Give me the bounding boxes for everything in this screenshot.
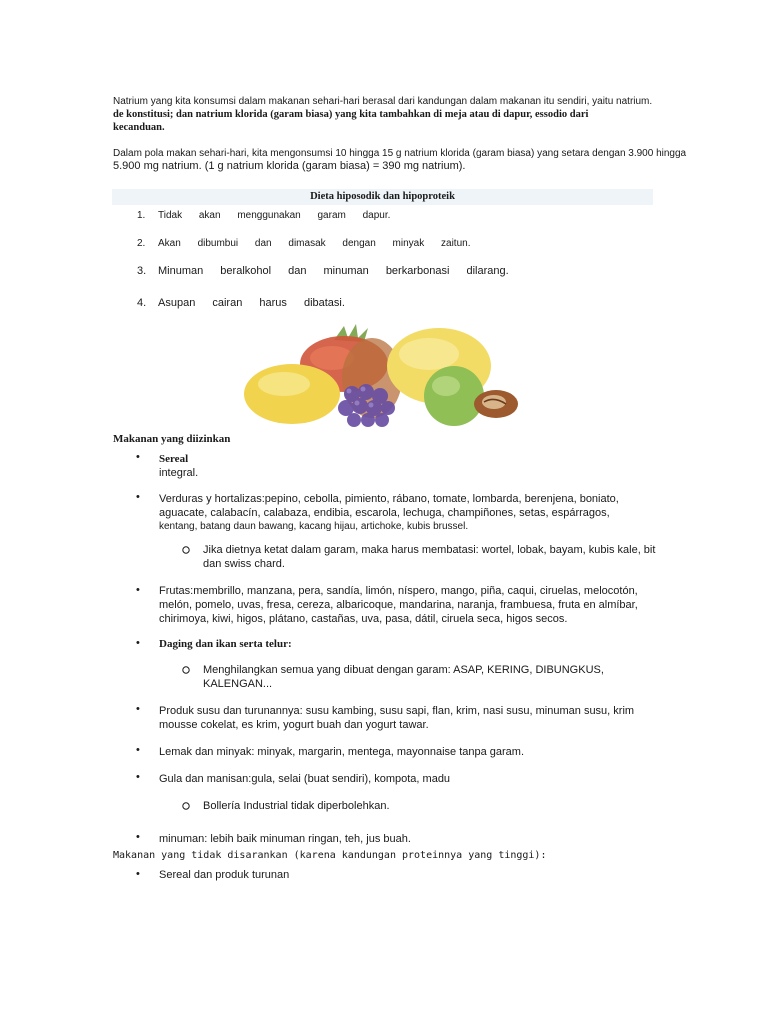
bullet: • (136, 771, 140, 783)
verduras-text-small: kentang, batang daun bawang, kacang hijau, artichoke, kubis brussel. (159, 521, 469, 532)
list-item (159, 452, 659, 480)
rule-item (137, 265, 509, 277)
circle-bullet-icon (181, 801, 191, 811)
section-title-banner (112, 189, 653, 205)
bullet: • (136, 831, 140, 843)
bullet: • (136, 703, 140, 715)
sereal-text: integral. (159, 467, 199, 479)
list-item (159, 492, 659, 534)
rule-number: 3. (137, 265, 147, 277)
frutas-text: Frutas:membrillo, manzana, pera, sandía, limón, níspero, mango, piña, caqui, ciruelas, melocotón, melón, pomelo, uvas, fresa, cereza, albaricoque, mandarina, naranja, frambuesa, fruta en almíbar, chirimoya, kiwi, higos, plátano, castañas, uva, pasa, dátil, ciruela seca, higos secos. (159, 585, 638, 625)
rule-number: 1. (137, 210, 146, 221)
rule-text: Minuman beralkohol dan minuman berkarbonasi dilarang. (158, 265, 509, 277)
rule-item (137, 238, 470, 249)
bullet: • (136, 637, 140, 649)
rule-text: Akan dibumbui dan dimasak dengan minyak zaitun. (158, 238, 471, 249)
circle-bullet-icon (181, 665, 191, 675)
bullet: • (136, 868, 140, 880)
section-title: Dieta hiposodik dan hipoproteik (310, 191, 455, 202)
rule-number: 2. (137, 238, 146, 249)
rule-number: 4. (137, 297, 147, 309)
sereal-title: Sereal (159, 453, 189, 465)
gula-sub-item: Bollería Industrial tidak diperbolehkan. (203, 800, 390, 812)
daging-title: Daging dan ikan serta telur: (159, 638, 292, 650)
sodium-paragraph-line-2: 5.900 mg natrium. (1 g natrium klorida (garam biasa) = 390 mg natrium). (113, 160, 466, 172)
intro-line-1: Natrium yang kita konsumsi dalam makanan sehari-hari berasal dari kandungan dalam makanan itu sendiri, yaitu natrium. (113, 96, 653, 107)
fruit-illustration (244, 318, 524, 430)
rule-item (137, 297, 345, 309)
rule-text: Asupan cairan harus dibatasi. (158, 297, 345, 309)
gula-text: Gula dan manisan:gula, selai (buat sendiri), kompota, madu (159, 773, 451, 785)
not-recommended-heading: Makanan yang tidak disarankan (karena kandungan proteinnya yang tinggi): (113, 850, 547, 861)
bullet: • (136, 451, 140, 463)
sodium-paragraph-line-1: Dalam pola makan sehari-hari, kita mengonsumsi 10 hingga 15 g natrium klorida (garam biasa) yang setara dengan 3.900 hingga (113, 148, 687, 159)
not-recommended-item: Sereal dan produk turunan (159, 869, 290, 881)
lemak-text: Lemak dan minyak: minyak, margarin, mentega, mayonnaise tanpa garam. (159, 746, 525, 758)
circle-bullet-icon (181, 545, 191, 555)
bullet: • (136, 584, 140, 596)
allowed-foods-heading: Makanan yang diizinkan (113, 433, 231, 445)
daging-sub-item: Menghilangkan semua yang dibuat dengan garam: ASAP, KERING, DIBUNGKUS, KALENGAN... (203, 664, 604, 690)
intro-line-2: de konstitusi; dan natrium klorida (garam biasa) yang kita tambahkan di meja atau di dapur, essodio dari kecanduan. (113, 109, 589, 133)
verduras-sub-item: Jika dietnya ketat dalam garam, maka harus membatasi: wortel, lobak, bayam, kubis kale, bit dan swiss chard. (203, 544, 656, 570)
minuman-text: minuman: lebih baik minuman ringan, teh, jus buah. (159, 833, 411, 845)
rule-item (137, 210, 390, 221)
bullet: • (136, 491, 140, 503)
bullet: • (136, 744, 140, 756)
susu-text: Produk susu dan turunannya: susu kambing, susu sapi, flan, krim, nasi susu, minuman susu, krim mousse cokelat, es krim, yogurt buah dan yogurt tawar. (159, 705, 635, 731)
verduras-text: Verduras y hortalizas:pepino, cebolla, pimiento, rábano, tomate, lombarda, berenjena, boniato, aguacate, calabacín, calabaza, endibia, escarola, lechuga, champiñones, setas, espárragos, (159, 493, 619, 519)
rule-text: Tidak akan menggunakan garam dapur. (158, 210, 391, 221)
